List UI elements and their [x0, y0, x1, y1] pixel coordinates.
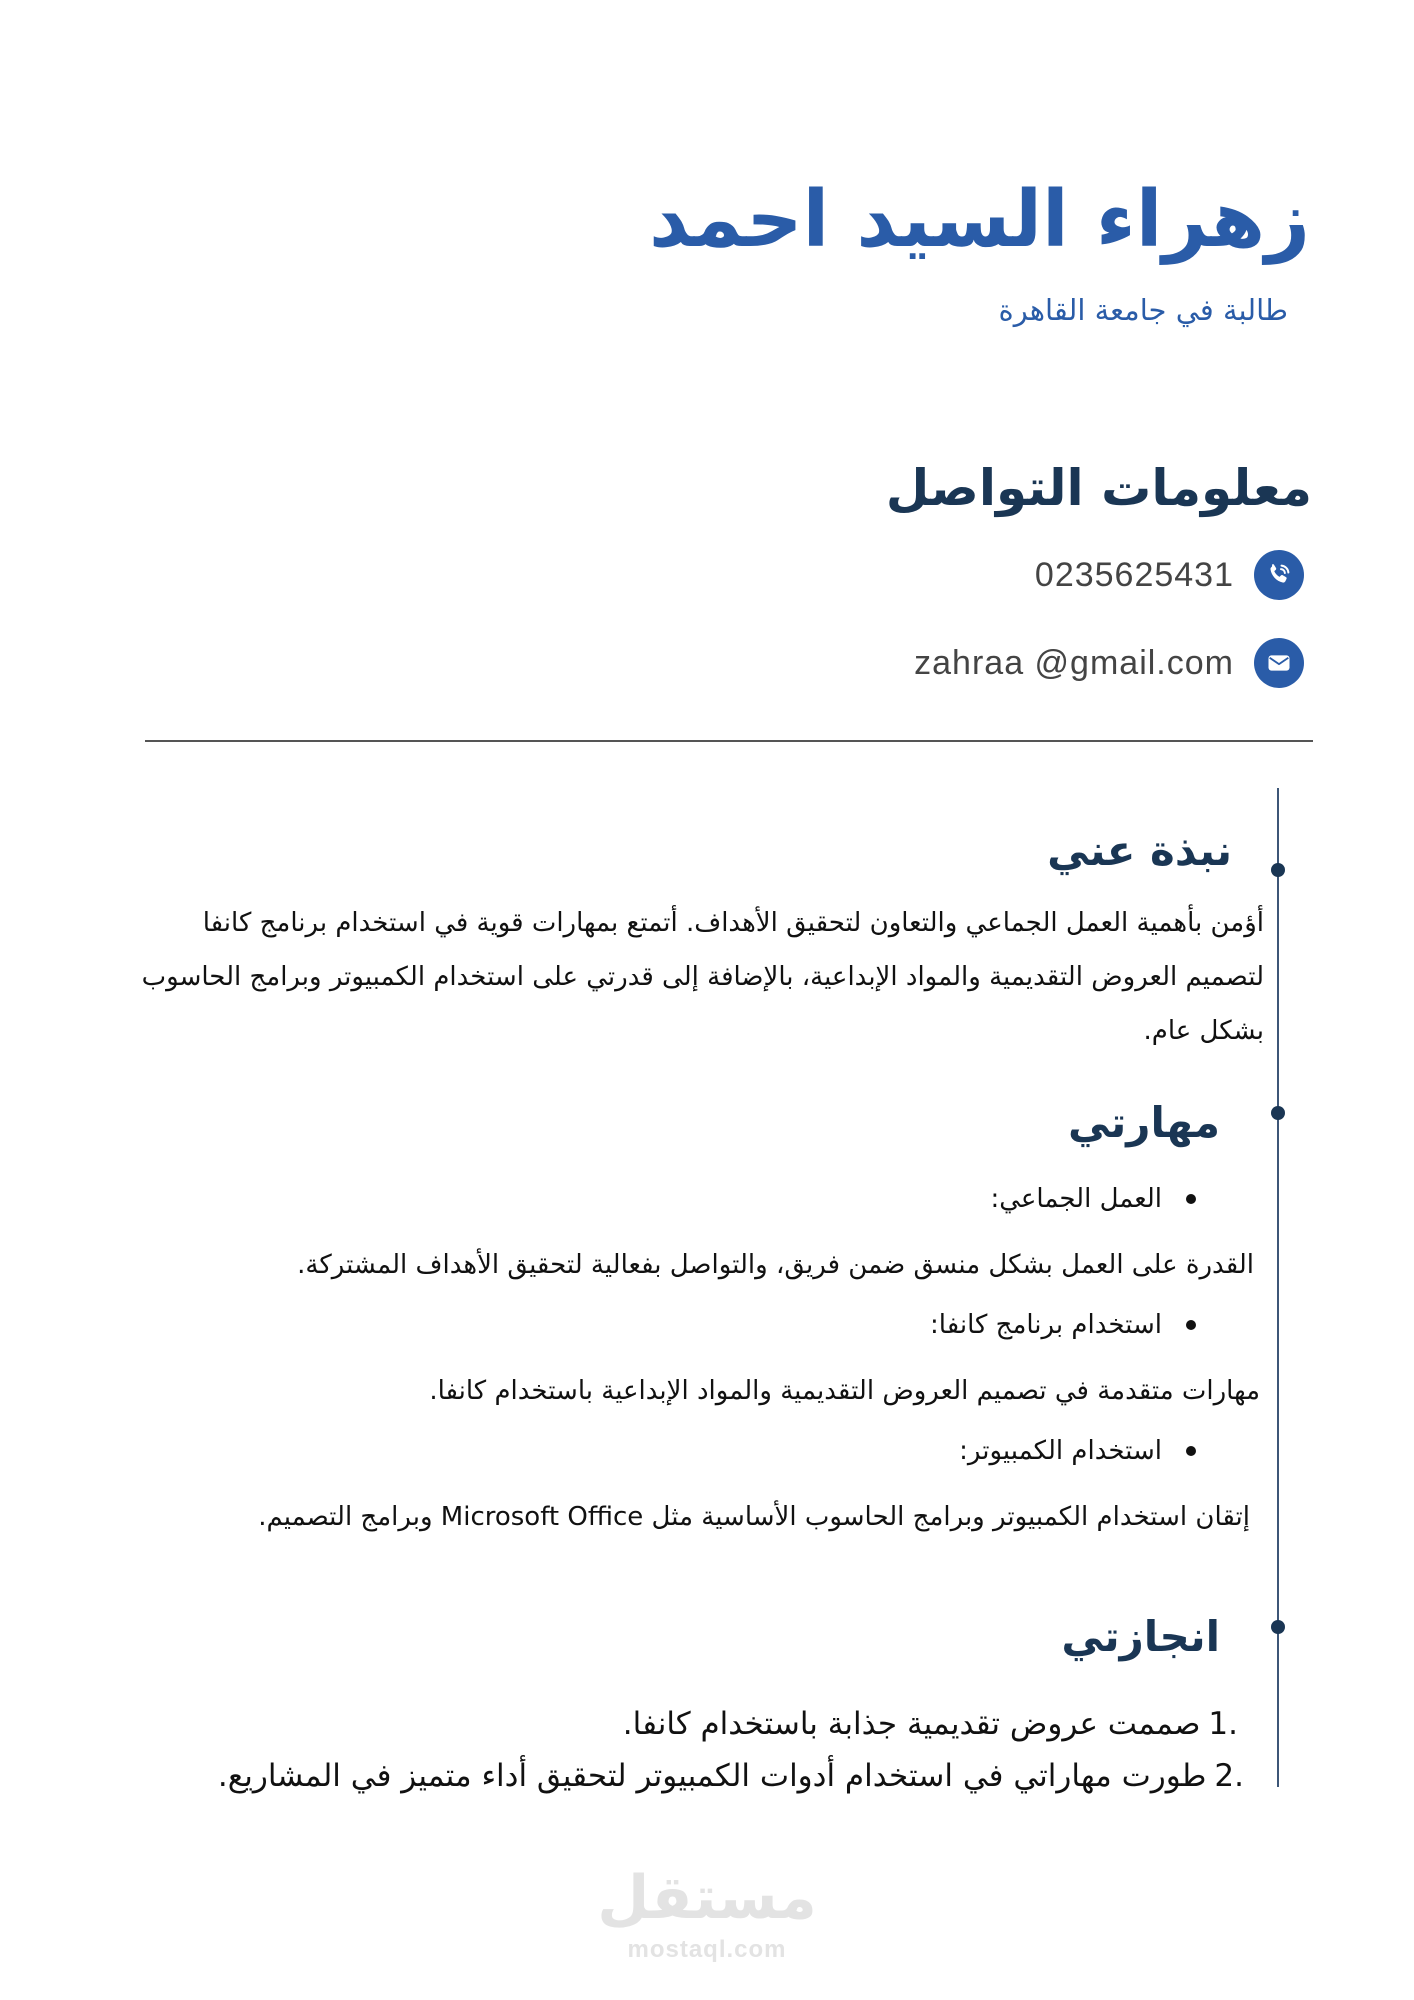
contact-email-row [914, 636, 1304, 690]
skill-item [990, 1184, 1196, 1214]
watermark-logo: مستقل [597, 1863, 817, 1933]
contact-heading: معلومات التواصل [885, 459, 1312, 517]
skill-title: العمل الجماعي: [990, 1184, 1162, 1214]
skill-item [959, 1436, 1196, 1466]
email-address[interactable]: zahraa @gmail.com [914, 643, 1234, 682]
timeline-dot-skills [1271, 1106, 1285, 1120]
about-paragraph [88, 896, 1264, 1058]
phone-number[interactable]: 0235625431 [1034, 555, 1234, 594]
contact-phone-row [1035, 548, 1304, 602]
skill-title: استخدام الكمبيوتر: [959, 1436, 1162, 1466]
achievement-item [623, 1706, 1238, 1742]
achievements-heading: انجازتي [1061, 1612, 1220, 1661]
skill-title: استخدام برنامج كانفا: [930, 1310, 1162, 1340]
skill-description: القدرة على العمل بشكل منسق ضمن فريق، والتواصل بفعالية لتحقيق الأهداف المشتركة. [297, 1250, 1254, 1280]
about-line: بشكل عام. [1143, 1016, 1264, 1046]
achievement-number: 2. [1214, 1758, 1244, 1794]
timeline-dot-about [1271, 863, 1285, 877]
section-divider [145, 740, 1313, 742]
about-heading: نبذة عني [1047, 826, 1232, 875]
mail-icon [1254, 638, 1304, 688]
about-line: أؤمن بأهمية العمل الجماعي والتعاون لتحقيق الأهداف. أتمتع بمهارات قوية في استخدام برنامج كانفا [202, 908, 1264, 938]
achievement-text: طورت مهاراتي في استخدام أدوات الكمبيوتر لتحقيق أداء متميز في المشاريع. [217, 1758, 1207, 1794]
timeline-line [1277, 788, 1279, 1787]
skills-heading: مهارتي [1068, 1098, 1220, 1147]
about-line: لتصميم العروض التقديمية والمواد الإبداعية، بالإضافة إلى قدرتي على استخدام الكمبيوتر وبرامج الحاسوب [141, 962, 1264, 992]
achievement-number: 1. [1208, 1706, 1238, 1742]
skill-description: مهارات متقدمة في تصميم العروض التقديمية والمواد الإبداعية باستخدام كانفا. [429, 1376, 1260, 1406]
bullet-icon [1186, 1446, 1196, 1456]
candidate-name: زهراء السيد احمد [648, 175, 1310, 265]
watermark-url: mostaql.com [627, 1936, 787, 1963]
skill-description: إتقان استخدام الكمبيوتر وبرامج الحاسوب الأساسية مثل Microsoft Office وبرامج التصميم. [258, 1502, 1250, 1532]
bullet-icon [1186, 1194, 1196, 1204]
bullet-icon [1186, 1320, 1196, 1330]
achievement-item [218, 1758, 1244, 1794]
skill-item [930, 1310, 1196, 1340]
phone-icon [1254, 550, 1304, 600]
candidate-subtitle: طالبة في جامعة القاهرة [998, 293, 1288, 327]
achievement-text: صممت عروض تقديمية جذابة باستخدام كانفا. [622, 1706, 1201, 1742]
timeline-dot-achievements [1271, 1620, 1285, 1634]
